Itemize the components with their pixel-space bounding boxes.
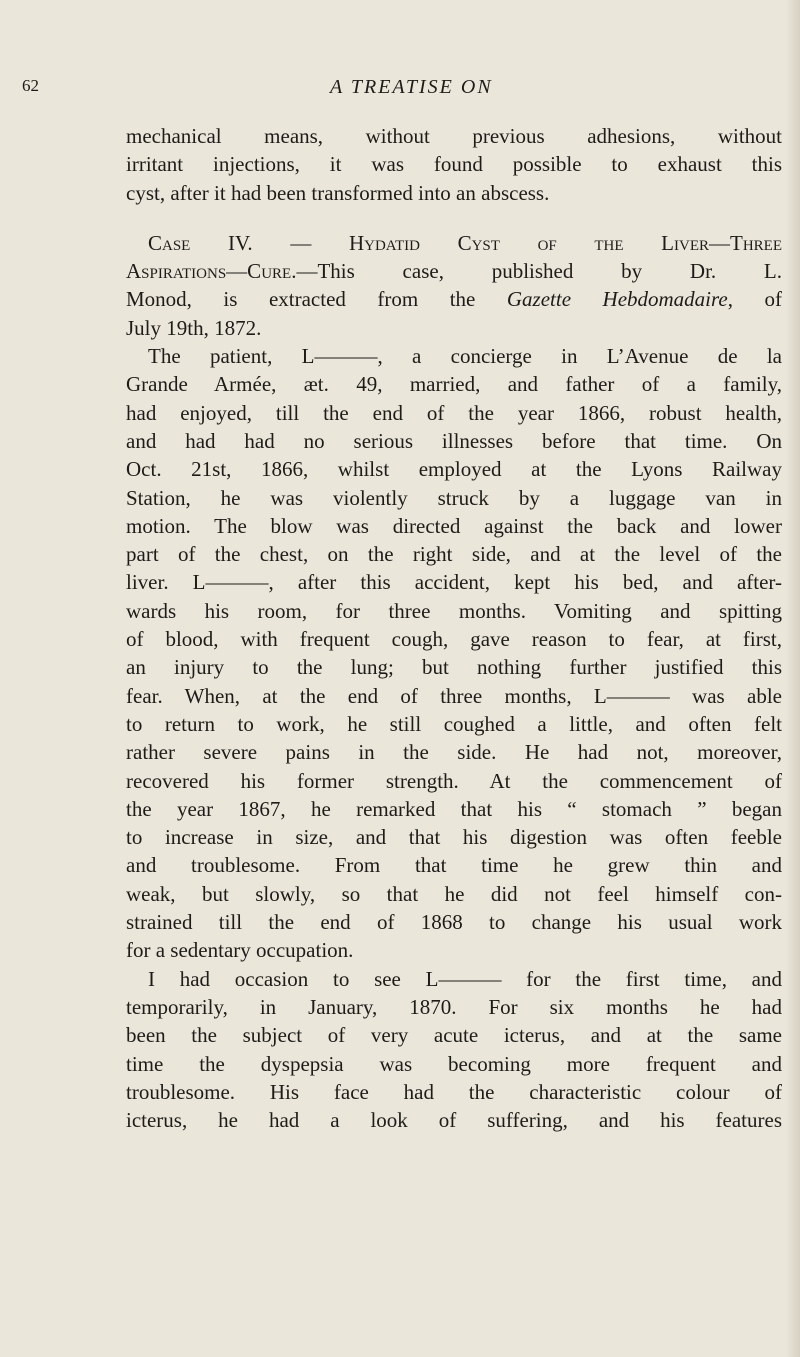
text-line: part of the chest, on the right side, and at the level of the: [126, 542, 782, 567]
journal-title: Gazette Hebdomadaire: [506, 287, 728, 312]
page-number: 62: [22, 76, 39, 95]
text-line: to increase in size, and that his digestion was often feeble: [126, 825, 782, 850]
text-line: The patient, L———, a concierge in L’Avenue de la: [148, 344, 782, 369]
text-line: weak, but slowly, so that he did not feel himself con-: [126, 881, 782, 906]
text-line: the year 1867, he remarked that his “ stomach ” began: [126, 796, 782, 821]
text-line: Station, he was violently struck by a luggage van in: [126, 485, 782, 510]
text-line: icterus, he had a look of suffering, and his features: [126, 1108, 782, 1133]
text-line: fear. When, at the end of three months, L——— was able: [126, 683, 782, 708]
case-heading-continued: Aspirations—Cure.: [126, 259, 297, 284]
text-line: to return to work, he still coughed a little, and often felt: [126, 711, 782, 736]
text-line: [126, 257, 782, 285]
text-line: strained till the end of 1868 to change his usual work: [126, 910, 782, 935]
text-line: irritant injections, it was found possible to exhaust this: [126, 152, 782, 177]
text-line: July 19th, 1872.: [126, 315, 262, 340]
text-line: wards his room, for three months. Vomiting and spitting: [126, 598, 782, 623]
text-span: , of: [727, 287, 782, 312]
text-line: [126, 285, 782, 313]
text-line: Oct. 21st, 1866, whilst employed at the Lyons Railway: [126, 457, 782, 482]
text-line: for a sedentary occupation.: [126, 938, 354, 963]
text-line: troublesome. His face had the characteristic colour of: [126, 1079, 782, 1104]
text-line: I had occasion to see L——— for the first time, and: [148, 966, 782, 991]
text-line: time the dyspepsia was becoming more frequent and: [126, 1051, 782, 1076]
text-span: Monod, is extracted from the: [126, 287, 507, 312]
case-heading: Case IV. — Hydatid Cyst of the Liver—Three: [148, 230, 782, 255]
body-text: [126, 122, 782, 1134]
text-line: an injury to the lung; but nothing further justified this: [126, 655, 782, 680]
running-head: A TREATISE ON: [330, 76, 493, 98]
text-line: recovered his former strength. At the commencement of: [126, 768, 782, 793]
text-line: cyst, after it had been transformed into an abscess.: [126, 180, 550, 205]
text-span: —This case, published by Dr. L.: [296, 259, 782, 284]
text-line: rather severe pains in the side. He had not, moreover,: [126, 740, 782, 765]
text-line: mechanical means, without previous adhesions, without: [126, 124, 782, 148]
text-line: liver. L———, after this accident, kept his bed, and after-: [126, 570, 782, 595]
text-line: temporarily, in January, 1870. For six months he had: [126, 994, 782, 1019]
text-line: of blood, with frequent cough, gave reason to fear, at first,: [126, 627, 782, 652]
text-line: motion. The blow was directed against the back and lower: [126, 513, 782, 538]
text-line: and troublesome. From that time he grew thin and: [126, 853, 782, 878]
text-line: had enjoyed, till the end of the year 1866, robust health,: [126, 400, 782, 425]
text-line: been the subject of very acute icterus, and at the same: [126, 1023, 782, 1048]
text-line: Grande Armée, æt. 49, married, and father of a family,: [126, 372, 782, 397]
text-line: and had had no serious illnesses before that time. On: [126, 428, 782, 453]
page-edge-shadow: [786, 0, 800, 1357]
paragraph-gap: [126, 207, 782, 229]
